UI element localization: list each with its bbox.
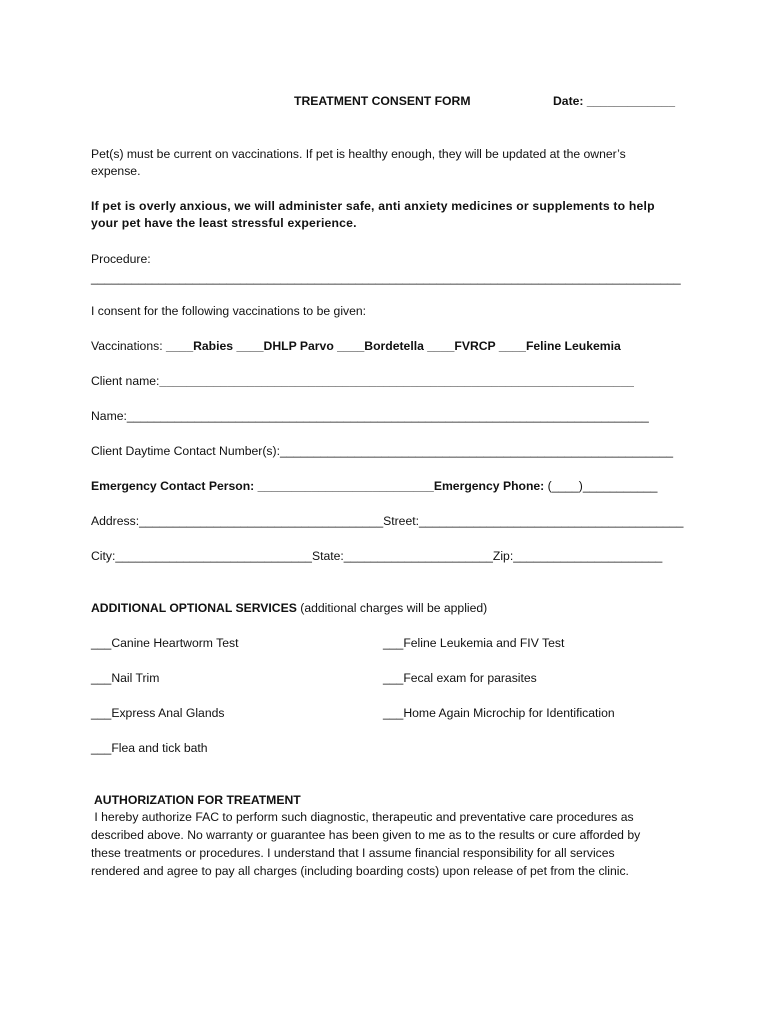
vaccination-notice-line1: Pet(s) must be current on vaccinations. If pet is healthy enough, they will be updated at the owner’s	[91, 147, 626, 161]
optional-services-note: (additional charges will be applied)	[296, 601, 488, 615]
service-canine-heartworm[interactable]: ___Canine Heartworm Test	[91, 636, 239, 650]
client-name-line[interactable]: ______________________________________________________________________	[159, 374, 634, 388]
optional-services-header	[91, 600, 487, 616]
service-feline-leukemia-fiv[interactable]: ___Feline Leukemia and FIV Test	[383, 636, 565, 650]
vaccinations-label: Vaccinations:	[91, 339, 166, 353]
procedure-label: Procedure:	[91, 252, 151, 266]
form-title: TREATMENT CONSENT FORM	[294, 94, 471, 108]
vaccinations-row	[91, 338, 621, 354]
city-state-zip-field[interactable]: City:_____________________________State:______________________Zip:______________________	[91, 549, 663, 563]
authorization-line: I hereby authorize FAC to perform such diagnostic, therapeutic and preventative care procedures as	[91, 810, 634, 824]
emergency-phone-label: Emergency Phone:	[433, 479, 548, 493]
date-field[interactable]: Date: _____________	[553, 94, 675, 108]
service-nail-trim[interactable]: ___Nail Trim	[91, 671, 160, 685]
vaccination-options[interactable]: ____Rabies ____DHLP Parvo ____Bordetella ____FVRCP ____Feline Leukemia	[165, 339, 621, 353]
consent-statement: I consent for the following vaccinations to be given:	[91, 304, 367, 318]
authorization-heading: AUTHORIZATION FOR TREATMENT	[94, 793, 301, 807]
procedure-line[interactable]: _______________________________________________________________________________________	[91, 271, 681, 285]
service-microchip[interactable]: ___Home Again Microchip for Identification	[383, 706, 615, 720]
address-street-field[interactable]: Address:____________________________________Street:_______________________________________	[91, 514, 684, 528]
name-field[interactable]: Name:_____________________________________________________________________________	[91, 409, 649, 423]
client-name-row[interactable]	[91, 373, 634, 389]
authorization-line: these treatments or procedures. I understand that I assume financial responsibility for all services	[91, 846, 615, 860]
authorization-line: described above. No warranty or guarantee has been given to me as to the results or cure afforded by	[91, 828, 641, 842]
daytime-contact-field[interactable]: Client Daytime Contact Number(s):__________________________________________________________	[91, 444, 674, 458]
emergency-row[interactable]	[91, 478, 657, 494]
optional-services-heading: ADDITIONAL OPTIONAL SERVICES	[91, 601, 297, 615]
client-name-label: Client name:	[91, 374, 160, 388]
service-flea-tick-bath[interactable]: ___Flea and tick bath	[91, 741, 208, 755]
anxiety-notice-line1: If pet is overly anxious, we will administer safe, anti anxiety medicines or supplements to help	[91, 199, 655, 213]
authorization-line: rendered and agree to pay all charges (including boarding costs) upon release of pet from the clinic.	[91, 864, 629, 878]
emergency-phone-line[interactable]: (____)___________	[547, 479, 658, 493]
vaccination-notice-line2: expense.	[91, 164, 141, 178]
service-fecal-exam[interactable]: ___Fecal exam for parasites	[383, 671, 537, 685]
anxiety-notice-line2: your pet have the least stressful experience.	[91, 216, 357, 230]
service-express-anal-glands[interactable]: ___Express Anal Glands	[91, 706, 225, 720]
emergency-contact-field[interactable]: Emergency Contact Person: __________________________	[91, 479, 434, 493]
